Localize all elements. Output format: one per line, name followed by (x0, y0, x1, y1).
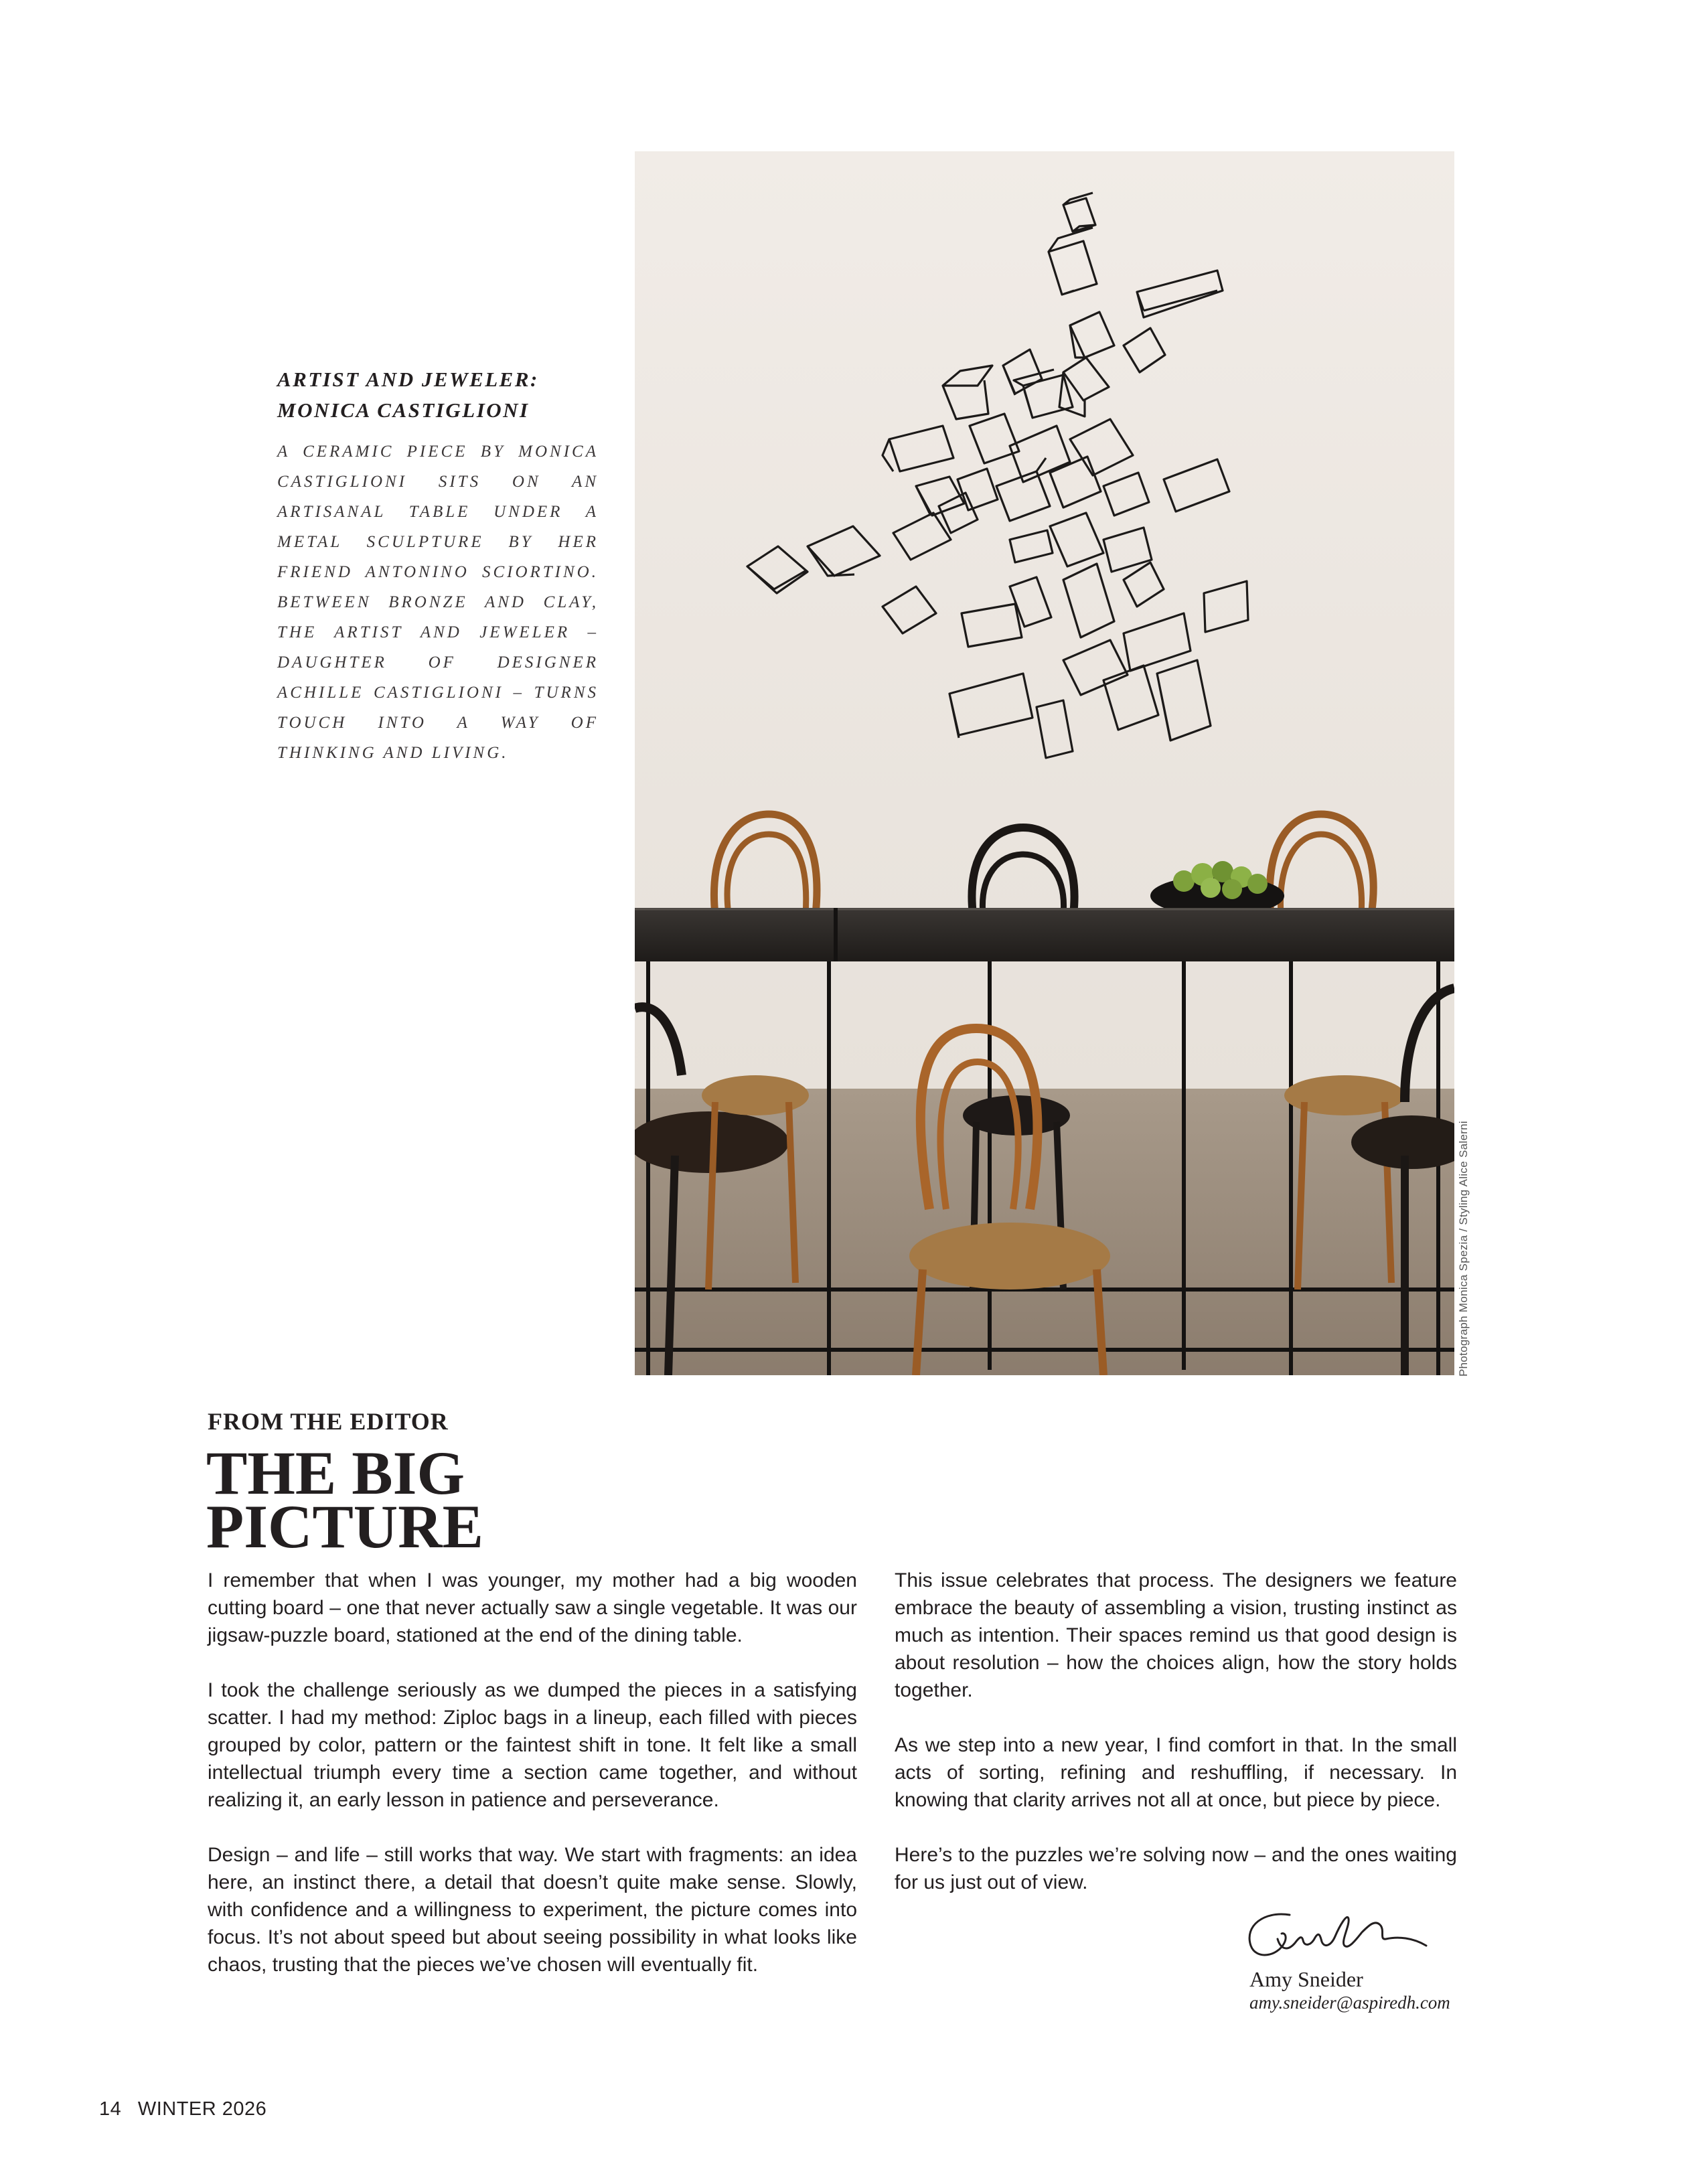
handwritten-signature (1237, 1899, 1438, 1972)
letter-paragraph: This issue celebrates that process. The designers we feature embrace the beauty of assembling a vision, trusting instinct as much as intention. Their spaces remind us that good design is about resolution – how the choices align, how the story holds together. (895, 1569, 1457, 1701)
letter-paragraph: I took the challenge seriously as we dumped the pieces in a satisfying scatter. I had my method: Ziploc bags in a lineup, each filled with pieces grouped by color, pattern or the faintest shift in tone. It felt like a small intellectual triumph every time a section came together, and without realizing it, an early lesson in patience and perseverance. (208, 1679, 857, 1811)
caption-body: A CERAMIC PIECE BY MONICA CASTIGLIONI SITS ON AN ARTISANAL TABLE UNDER A METAL SCULPTURE BY HER FRIEND ANTONINO SCIORTINO. BETWEEN BRONZE AND CLAY, THE ARTIST AND JEWELER – DAUGHTER OF DESIGNER ACHILLE CASTIGLIONI – TURNS TOUCH INTO A WAY OF THINKING AND LIVING. (277, 443, 599, 762)
section-kicker: FROM THE EDITOR (208, 1408, 449, 1435)
caption-title-line-2: MONICA CASTIGLIONI (277, 398, 530, 422)
caption-title-line-1: ARTIST AND JEWELER: (277, 368, 539, 391)
letter-paragraph: Here’s to the puzzles we’re solving now – and the ones waiting for us just out of view. (895, 1844, 1457, 1893)
letter-paragraph: I remember that when I was younger, my mother had a big wooden cutting board – one that never actually saw a single vegetable. It was our jigsaw-puzzle board, stationed at the end of the dining table. (208, 1569, 857, 1646)
letter-paragraph: Design – and life – still works that way. We start with fragments: an idea here, an instinct there, a detail that doesn’t quite make sense. Slowly, with confidence and a willingness to experiment, the picture comes into focus. It’s not about speed but about seeing possibility in what looks like chaos, trusting that the pieces we’ve chosen will eventually fit. (208, 1844, 857, 1976)
signature-email[interactable]: amy.sneider@aspiredh.com (1249, 1993, 1450, 2013)
page-folio (99, 2098, 266, 2120)
page-title-line-1: THE BIG (206, 1439, 465, 1507)
page-title (206, 1439, 809, 1561)
signature-name: Amy Sneider (1249, 1967, 1363, 1991)
issue-label: WINTER 2026 (137, 2098, 267, 2120)
caption-title (277, 364, 599, 426)
page-title-line-2: PICTURE (206, 1492, 484, 1561)
photo-caption (277, 364, 599, 768)
photo-credit: Photograph Monica Spezia / Styling Alice Salerni (1457, 1121, 1470, 1377)
letter-column-left (208, 1567, 857, 1978)
letter-column-right (895, 1567, 1457, 1896)
feature-photo (635, 151, 1454, 1375)
dining-room-illustration (635, 151, 1454, 1375)
page-number: 14 (99, 2098, 122, 2120)
letter-paragraph: As we step into a new year, I find comfort in that. In the small acts of sorting, refining and reshuffling, if necessary. In knowing that clarity arrives not all at once, but piece by piece. (895, 1734, 1457, 1811)
